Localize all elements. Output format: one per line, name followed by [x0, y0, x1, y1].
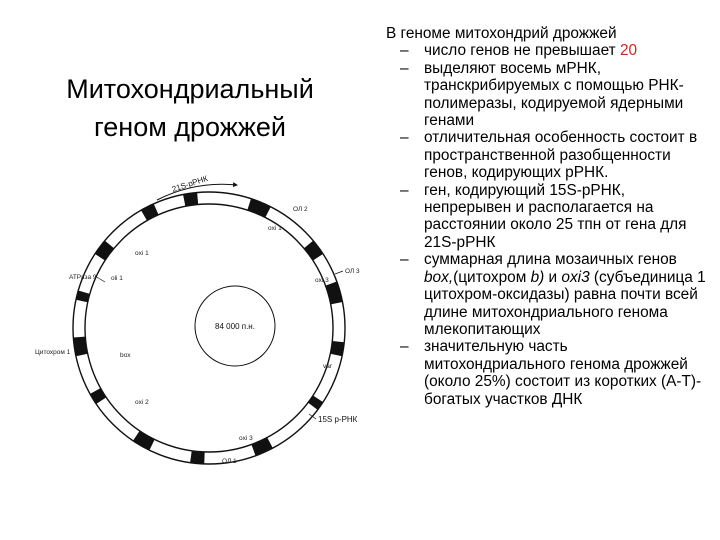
gene-block	[251, 437, 272, 455]
bullet-text: выделяют восемь мРНК, транскрибируемых с помощью РНК-полимеразы, кодируемой ядерными генами	[424, 59, 684, 130]
label-oli2: ОЛ 2	[293, 206, 308, 213]
gene-block	[330, 341, 344, 356]
label-oli1b: ОЛ 1	[222, 458, 237, 465]
bullet-dash: –	[400, 181, 409, 199]
bullet-text: box,	[424, 268, 454, 286]
label-box: box	[120, 352, 131, 359]
bullet-dash: –	[400, 42, 409, 60]
gene-block	[76, 291, 90, 303]
gene-block	[183, 193, 198, 207]
bullet-item	[386, 182, 706, 252]
gene-block	[304, 241, 323, 261]
bullet-item	[386, 129, 706, 181]
title-line-1: Митохондриальный	[66, 74, 314, 105]
bullet-item	[386, 60, 706, 130]
bullet-item	[386, 42, 706, 59]
bullet-dash: –	[400, 338, 409, 356]
gene-block	[133, 431, 155, 450]
label-oxi2: oxi 2	[135, 399, 149, 406]
bullet-text: суммарная длина мозаичных генов	[424, 251, 677, 269]
bullet-text: 20	[619, 42, 638, 60]
bullet-dash: –	[400, 251, 409, 269]
pointer-atpase	[95, 276, 105, 282]
gene-block	[308, 396, 323, 410]
label-oxi1b: oxi 1	[135, 250, 149, 257]
label-rrna21: 21S-рРНК	[170, 173, 209, 194]
bullet-text: число генов не превышает	[424, 42, 620, 60]
bullet-text: b)	[530, 268, 545, 286]
gene-block	[90, 388, 106, 404]
label-oxi1: oxi 1	[268, 225, 282, 232]
gene-block	[141, 204, 159, 221]
bullet-text: значительную часть митохондриального генома дрожжей (около 25%) состоит из коротких (А-Т)-богатых участков ДНК	[424, 338, 702, 408]
bullet-dash: –	[400, 129, 409, 147]
label-oxi3b: oxi 3	[239, 435, 253, 442]
label-rrna15: 15S р-РНК	[318, 415, 358, 424]
label-oli3: ОЛ 3	[345, 268, 360, 275]
bullet-item	[386, 251, 706, 338]
bullet-text: отличительная особенность состоит в пространственной разобщенности генов, кодирующих рРНК.	[424, 129, 698, 182]
bullet-text: ген, кодирующий 15S-рРНК, непрерывен и располагается на расстоянии около 25 тпн от гена для 21S-рРНК	[424, 181, 687, 251]
bullet-item	[386, 338, 706, 408]
gene-block	[190, 451, 205, 464]
label-oli1: оli 1	[111, 275, 123, 282]
bullet-text: (цитохром	[453, 268, 531, 286]
bullet-text: (субъединица 1 цитохром-оксидазы) равна почти всей длине митохондриального генома млекопитающих	[424, 268, 706, 338]
gene-block	[326, 281, 343, 304]
slide-title	[40, 70, 340, 146]
gene-blocks	[73, 193, 344, 464]
genome-ring-outer	[73, 192, 345, 464]
pointer-oli3	[335, 271, 343, 274]
label-cyt: Цитохром 1	[35, 349, 71, 356]
genome-ring-inner	[85, 204, 333, 452]
slide-body	[386, 25, 706, 408]
gene-block	[95, 241, 114, 261]
bullet-text: oxi3	[561, 268, 590, 286]
bullet-text: и	[544, 268, 562, 286]
title-line-2: геном дрожжей	[94, 112, 286, 143]
bullet-dash: –	[400, 59, 409, 77]
genome-map-figure	[25, 170, 365, 470]
intro-text: В геноме митохондрий дрожжей	[386, 25, 617, 42]
genome-size-label: 84 000 п.н.	[215, 322, 255, 331]
label-atpase9: АТРаза 9	[69, 274, 97, 281]
label-var: var	[323, 363, 333, 370]
bullet-list	[386, 42, 706, 408]
label-oxi3: oxi 3	[315, 277, 329, 284]
